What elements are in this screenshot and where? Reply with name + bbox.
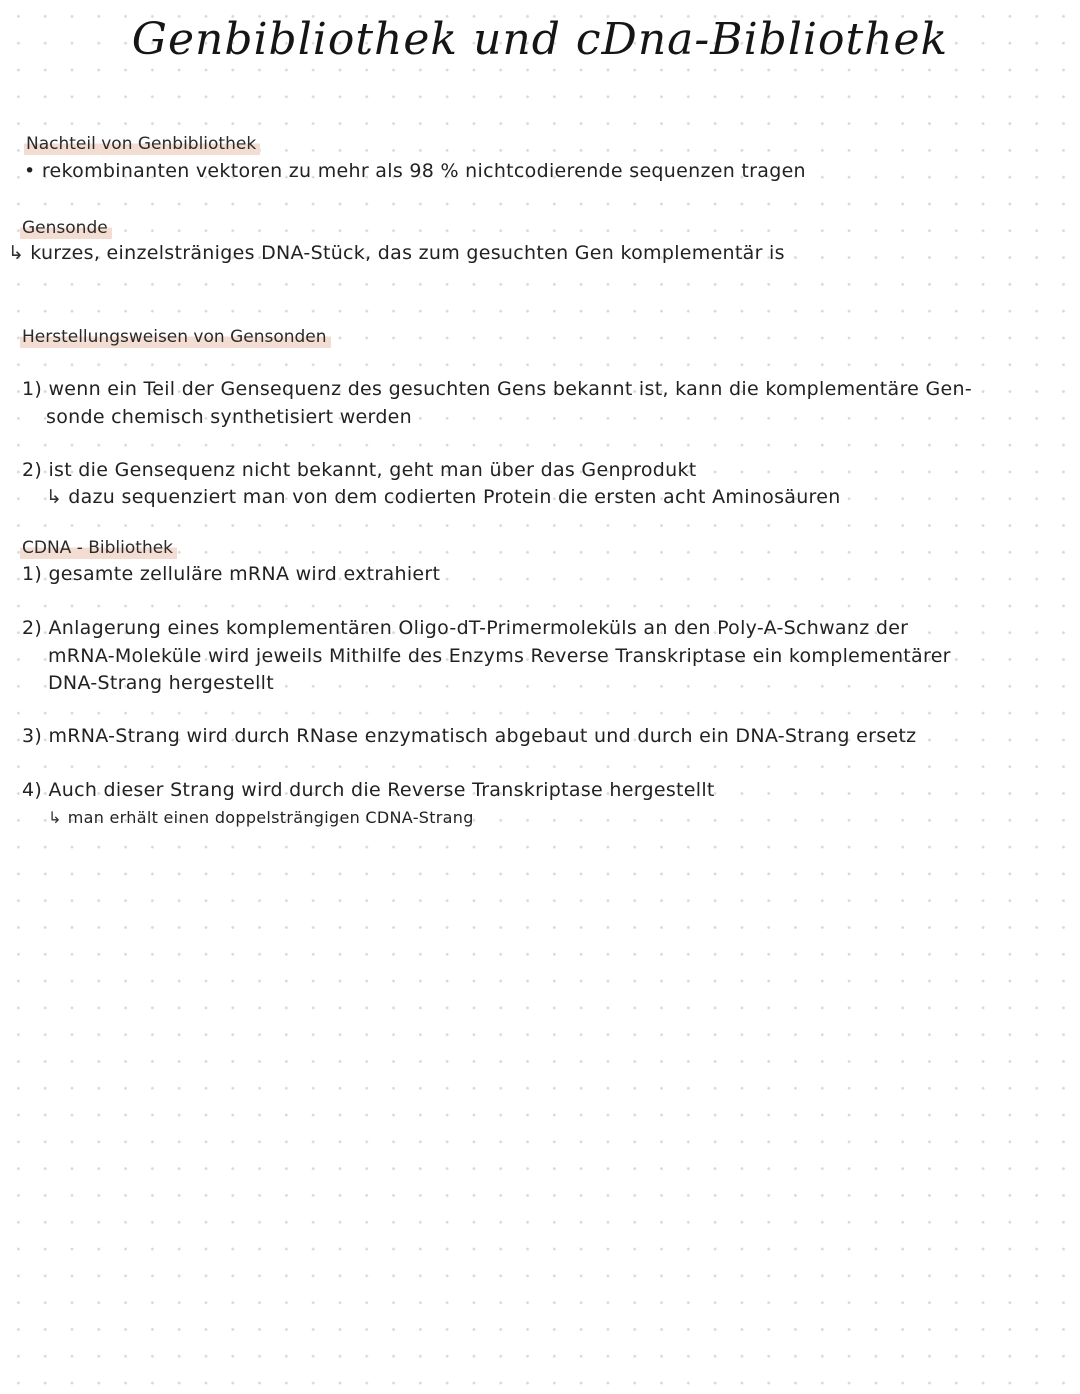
gensonde-line-1 bbox=[8, 242, 785, 264]
cdna-line-6: 4) Auch dieser Strang wird durch die Reverse Transkriptase hergestellt bbox=[22, 779, 715, 801]
cdna-line-2: 2) Anlagerung eines komplementären Oligo-dT-Primermoleküls an den Poly-A-Schwanz der bbox=[22, 617, 909, 639]
heading-cdna: CDNA - Bibliothek bbox=[20, 538, 177, 559]
herstellung-line-2: sonde chemisch synthetisiert werden bbox=[46, 406, 413, 428]
arrow-icon: ↳ bbox=[48, 808, 62, 827]
heading-gensonde: Gensonde bbox=[20, 218, 112, 239]
page-title: Genbibliothek und cDna-Bibliothek bbox=[131, 14, 949, 65]
heading-herstellung: Herstellungsweisen von Gensonden bbox=[20, 327, 331, 348]
cdna-line-1: 1) gesamte zelluläre mRNA wird extrahiert bbox=[22, 563, 441, 585]
heading-nachteil: Nachteil von Genbibliothek bbox=[24, 134, 260, 155]
herstellung-line-4 bbox=[46, 486, 841, 508]
herstellung-line-3: 2) ist die Gensequenz nicht bekannt, geht man über das Genprodukt bbox=[22, 459, 697, 481]
cdna-line-7-text: man erhält einen doppelsträngigen CDNA-Strang bbox=[67, 808, 474, 827]
herstellung-line-4-text: dazu sequenziert man von dem codierten Protein die ersten acht Aminosäuren bbox=[68, 486, 841, 508]
cdna-line-5: 3) mRNA-Strang wird durch RNase enzymatisch abgebaut und durch ein DNA-Strang ersetz bbox=[22, 725, 917, 747]
arrow-icon: ↳ bbox=[8, 242, 25, 264]
herstellung-line-1: 1) wenn ein Teil der Gensequenz des gesuchten Gens bekannt ist, kann die komplementäre Gen- bbox=[22, 378, 972, 400]
cdna-line-7 bbox=[48, 808, 474, 827]
cdna-line-3: mRNA-Moleküle wird jeweils Mithilfe des Enzyms Reverse Transkriptase ein komplementärer bbox=[48, 645, 951, 667]
nachteil-line-1: • rekombinanten vektoren zu mehr als 98 % nichtcodierende sequenzen tragen bbox=[24, 160, 806, 182]
gensonde-text: kurzes, einzelsträniges DNA-Stück, das zum gesuchten Gen komplementär is bbox=[30, 242, 785, 264]
cdna-line-4: DNA-Strang hergestellt bbox=[48, 672, 274, 694]
arrow-icon: ↳ bbox=[46, 486, 63, 508]
